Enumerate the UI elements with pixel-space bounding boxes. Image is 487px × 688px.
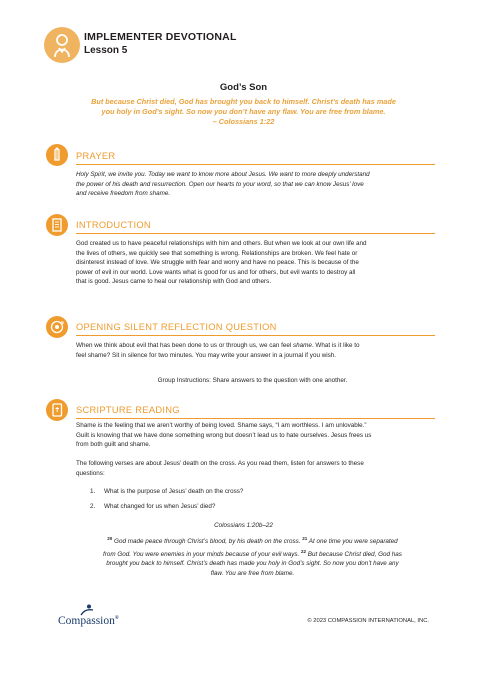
text-line: questions:	[76, 469, 105, 477]
page-title: God’s Son	[219, 82, 268, 93]
text-line: and receive freedom from shame.	[76, 190, 171, 198]
text-segment: . What is it like to	[311, 342, 360, 349]
praying-hands-icon	[46, 144, 68, 166]
text-segment: At one time you were separated	[307, 538, 398, 546]
text-line: brought you back to himself. Christ’s death has made you holy in God’s sight. So now you don’t have any	[106, 560, 399, 568]
list-text: What is the purpose of Jesus’ death on the cross?	[104, 488, 244, 495]
text-segment: But because Christ died, God has	[306, 550, 402, 558]
text-line: Holy Spirit, we invite you. Today we want to know more about Jesus. We want to more deeply understand	[76, 171, 370, 178]
scripture-passage	[76, 534, 429, 579]
copyright-notice: © 2023 COMPASSION INTERNATIONAL, INC.	[307, 618, 429, 624]
verse-number: 20	[107, 536, 113, 541]
section-heading: INTRODUCTION	[76, 220, 151, 230]
text-segment: When we think about evil that has been done to us or through us, we can feel	[76, 342, 294, 349]
text-line: power of evil in our world. Love wants what is good for us and for others, but evil wants to destroy all	[76, 268, 356, 276]
text-segment: from God. You were enemies in your minds because of your evil ways.	[103, 550, 302, 558]
lesson-label: Lesson 5	[84, 45, 128, 56]
brand-name	[58, 615, 119, 627]
bible-book-icon	[46, 399, 68, 421]
section-header-reflection	[76, 321, 435, 336]
text-line: feel shame? Sit in silence for two minutes. You may write your answer in a journal if you wish.	[76, 351, 337, 359]
list-item	[90, 503, 215, 510]
list-number: 1.	[90, 488, 96, 495]
text-line	[76, 341, 429, 351]
verse-number: 21	[302, 536, 308, 541]
section-heading: SCRIPTURE READING	[76, 405, 180, 415]
scripture-intro	[76, 421, 429, 450]
section-header-introduction	[76, 219, 435, 234]
text-line: God created us to have peaceful relationships with him and others. But when we look at our own life and	[76, 240, 367, 247]
key-verse-reference: – Colossians 1:22	[212, 117, 275, 127]
text-line: The following verses are about Jesus’ death on the cross. As you read them, listen for answers to these	[76, 460, 364, 467]
text-line: the lives of others, we quickly see that something is wrong. Relationships are broken. We feel hate or	[76, 249, 358, 257]
text-line: Guilt is knowing that we have done something wrong but doesn’t lead us to hate ourselves. Jesus frees us	[76, 431, 372, 439]
reflection-text	[76, 341, 429, 360]
key-verse-line: But because Christ died, God has brought you back to himself. Christ’s death has made	[91, 97, 396, 106]
key-verse	[60, 97, 427, 128]
registered-mark: ®	[114, 616, 119, 622]
text-line: that is good. Jesus came to heal our relationship with God and others.	[76, 278, 271, 286]
text-line: disinterest instead of love. We struggle with fear and worry and have no peace. This is because of the	[76, 259, 359, 267]
section-header-scripture	[76, 404, 435, 419]
emphasis-word: shame	[293, 342, 312, 349]
text-segment: God made peace through Christ’s blood, by his death on the cross.	[112, 538, 303, 546]
text-line	[76, 547, 429, 560]
text-line: flaw. You are free from blame.	[210, 569, 295, 577]
compassion-logo-icon	[44, 27, 80, 63]
scripture-instructions	[76, 459, 429, 478]
list-item	[90, 488, 243, 495]
list-text: What changed for us when Jesus’ died?	[104, 503, 216, 510]
brand-text: Compassion	[58, 615, 115, 627]
group-instructions: Group Instructions: Share answers to the question with one another.	[157, 377, 348, 384]
scripture-reference: Colossians 1:20b–22	[214, 522, 273, 529]
verse-number: 22	[301, 548, 307, 554]
prayer-text	[76, 170, 429, 199]
reflection-cycle-icon	[46, 316, 68, 338]
document-icon	[46, 214, 68, 236]
text-line: the power of his death and resurrection. Open our hearts to your word, so that we can know Jesus’ love	[76, 180, 364, 188]
key-verse-line: you holy in God’s sight. So now you don’t have any flaw. You are free from blame.	[101, 107, 386, 117]
text-line: from both guilt and shame.	[76, 441, 151, 449]
document-title: IMPLEMENTER DEVOTIONAL	[84, 31, 237, 43]
list-number: 2.	[90, 503, 96, 510]
section-heading: OPENING SILENT REFLECTION QUESTION	[76, 322, 277, 332]
introduction-text	[76, 239, 429, 287]
text-line: Shame is the feeling that we aren’t worthy of being loved. Shame says, “I am worthless. I am unlovable.”	[76, 422, 367, 429]
text-line	[76, 534, 429, 547]
section-header-prayer	[76, 150, 435, 165]
section-heading: PRAYER	[76, 151, 116, 161]
compassion-wordmark-logo	[58, 604, 138, 630]
